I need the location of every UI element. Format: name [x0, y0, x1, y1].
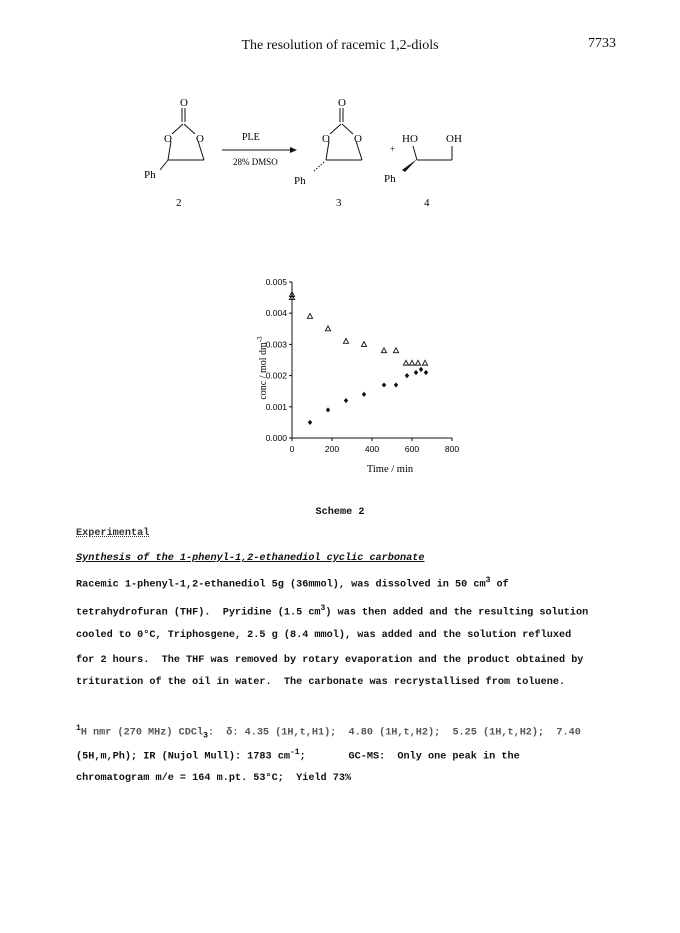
chart-y-axis-label-main: conc / mol dm — [258, 342, 269, 400]
ir-text-b: ; GC-MS: Only one peak in the — [299, 751, 520, 763]
chart-x-tick-label: 600 — [404, 444, 420, 454]
compound-3-ring-o-right: O — [354, 133, 362, 145]
compound-2-ring-o-right: O — [196, 133, 204, 145]
chart-y-tick-label: 0.000 — [265, 433, 287, 443]
compound-number-3: 3 — [336, 197, 342, 209]
chart-point-triangle — [381, 348, 386, 353]
chart-point-diamond — [362, 392, 366, 397]
paragraph-line-1 — [76, 576, 509, 590]
scheme-caption: Scheme 2 — [315, 507, 365, 518]
chart-x-tick-label: 800 — [444, 444, 460, 454]
chart-point-triangle — [393, 348, 398, 353]
p2-text-b: ) was then added and the resulting solution — [325, 607, 589, 619]
chart-y-axis-label-sup: -3 — [256, 336, 264, 343]
chart-x-axis-label: Time / min — [366, 464, 414, 475]
reagent-label: PLE — [242, 132, 260, 143]
chart-point-diamond — [424, 370, 428, 375]
p2-superscript: 3 — [320, 604, 326, 613]
ir-superscript: -1 — [289, 748, 300, 757]
paragraph-line-2 — [76, 604, 588, 618]
compound-4-ph: Ph — [384, 173, 396, 185]
nmr-text-b: : δ: 4.35 (1H,t,H1); 4.80 (1H,t,H2); 5.25 (1H,t,H2); 7.40 — [207, 727, 581, 739]
chart-point-triangle — [415, 360, 420, 365]
chart-point-triangle — [422, 360, 427, 365]
chart-point-triangle — [325, 326, 330, 331]
nmr-line-3: chromatogram m/e = 164 m.pt. 53°C; Yield 73% — [76, 773, 352, 784]
chart-point-diamond — [414, 370, 418, 375]
chart-point-triangle — [361, 342, 366, 347]
section-heading: Experimental — [76, 528, 150, 539]
nmr-line-1 — [76, 724, 581, 740]
page-number: 7733 — [588, 36, 616, 51]
running-title: The resolution of racemic 1,2-diols — [241, 38, 439, 53]
chart-marks — [289, 292, 428, 425]
chart-x-tick-label: 400 — [364, 444, 380, 454]
chart-point-triangle — [409, 360, 414, 365]
compound-2-carbonyl-o: O — [180, 97, 188, 109]
chart-point-diamond — [394, 382, 398, 387]
compound-4-ho: HO — [402, 133, 418, 145]
chart-y-tick-label: 0.003 — [265, 339, 287, 350]
concentration-time-chart — [220, 268, 480, 486]
ir-text-a: (5H,m,Ph); IR (Nujol Mull): 1783 cm — [76, 751, 290, 763]
chart-point-diamond — [344, 398, 348, 403]
condition-label: 28% DMSO — [233, 157, 278, 167]
plus-sign: + — [390, 144, 396, 154]
nmr-text-a: H nmr (270 MHz) CDCl — [80, 727, 204, 739]
chart-y-tick-label: 0.005 — [265, 277, 287, 287]
nmr-line-2 — [76, 748, 520, 762]
compound-4-wedge-bond — [402, 159, 417, 172]
subheading: Synthesis of the 1-phenyl-1,2-ethanediol cyclic carbonate — [76, 553, 425, 564]
chart-point-diamond — [308, 420, 312, 425]
chart-y-tick-label: 0.004 — [265, 308, 287, 319]
chart-point-triangle — [307, 314, 312, 319]
chart-x-tick-label: 0 — [289, 444, 295, 454]
chart-y-tick-label: 0.001 — [265, 401, 287, 412]
compound-4-oh: OH — [446, 133, 462, 145]
compound-number-2: 2 — [176, 197, 182, 209]
chart-point-triangle — [403, 360, 408, 365]
reaction-scheme — [130, 94, 530, 214]
nmr-subscript: 3 — [203, 731, 208, 741]
p1-superscript: 3 — [485, 576, 491, 585]
chart-y-axis-label — [256, 336, 269, 400]
compound-4-structure — [413, 146, 452, 160]
compound-2-ring-o-left: O — [164, 133, 172, 145]
reaction-arrowhead — [290, 147, 297, 153]
paragraph-line-5: trituration of the oil in water. The carbonate was recrystallised from toluene. — [76, 677, 566, 688]
paragraph-line-3: cooled to 0°C, Triphosgene, 2.5 g (8.4 mmol), was added and the solution refluxed — [76, 630, 572, 641]
paragraph-line-4: for 2 hours. The THF was removed by rotary evaporation and the product obtained by — [76, 655, 584, 666]
compound-3-carbonyl-o: O — [338, 97, 346, 109]
chart-point-diamond — [405, 373, 409, 378]
chart-y-tick-label: 0.002 — [265, 370, 287, 381]
chart-point-diamond — [326, 407, 330, 412]
compound-3-ring-o-left: O — [322, 133, 330, 145]
p1-text-b: of — [490, 579, 509, 591]
nmr-1h-superscript: 1 — [76, 724, 81, 733]
chart-axes — [266, 277, 460, 454]
chart-point-diamond — [419, 367, 423, 372]
compound-number-4: 4 — [424, 197, 430, 209]
compound-3-ph: Ph — [294, 175, 306, 187]
chart-point-triangle — [343, 338, 348, 343]
p2-text-a: tetrahydrofuran (THF). Pyridine (1.5 cm — [76, 607, 321, 619]
chart-point-diamond — [382, 382, 386, 387]
p1-text-a: Racemic 1-phenyl-1,2-ethanediol 5g (36mmol), was dissolved in 50 cm — [76, 579, 486, 591]
compound-2-ph: Ph — [144, 169, 156, 181]
chart-x-tick-label: 200 — [324, 444, 340, 454]
